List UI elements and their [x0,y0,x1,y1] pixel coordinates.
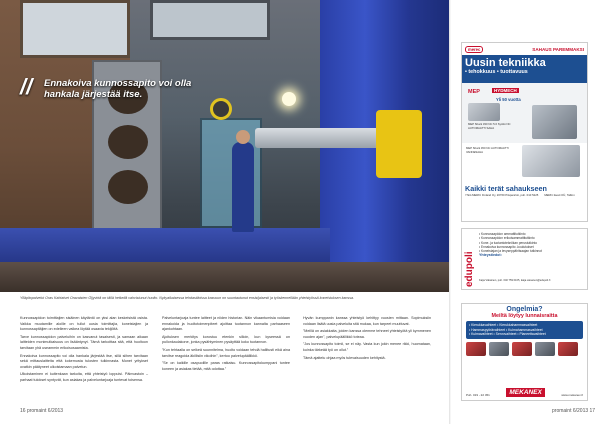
photo-floor [0,262,449,292]
ad-subline: • tehokkuus • tuottavuus [465,69,528,75]
ad-headline-band [462,55,587,83]
list-item: • Koneistajan ja levyseppähitsaajan tutkinnot [479,249,542,254]
page-gutter [449,0,451,424]
ad-header [462,43,587,55]
quote-mark-icon: // [20,74,33,99]
edupoli-contact-heading: Yhteystiedot: [479,253,502,258]
paragraph: "Se on kaikille osapuolille paras ratkaisu. Kunnossapitokumppani tuntee koneen ja asiakas tietää, mitä odottaa." [162,361,290,371]
ad-tagline: Kaikki terät sahaukseen [465,184,547,193]
gearbox-image [489,342,509,356]
gearbox-image [466,342,486,356]
list-item: • Kierukkavaihteet • Kierukkahammasvaihteet [469,323,538,327]
photo-cable-reel [210,98,232,120]
paragraph: Kunnossapidon toimittajien sisäinen käytäntö on yksi alan keskeisistä osista. Vaikka muutamille aloille on tullut uusia toimittajia, koneistajien ja kunnossapitäjien on edelleen vaikea löytää osaavia tekijöitä. [20,316,148,332]
photo-tower-hole [108,170,148,204]
ad-years: Yli 50 vuotta [496,97,521,102]
paragraph: Palveluntarjoaja tuntee laitteet ja niiden historian. Näin vikaantumisia voidaan ennakoida ja huoltotoimenpiteet ajoittaa tuotannon kannalta parhaaseen ajankohtaan. [162,316,290,332]
mekanex-phone: Puh. 019 - 22 451 [466,393,490,397]
list-item: • Kone- ja tuotantotekniikan perustutkinto [479,240,537,245]
mekanex-product-list [466,321,583,339]
paragraph: "Kun tehtaalla on selkeä suunnitelma, huolto voidaan tehdä hallitusti eikä aina tarvitse reagoida äkillisiin vikoihin", kertoo palvelupäällikkö. [162,347,290,358]
ad-details: MEP Shark 450 NC AUTOMAATTI VANNESAHA [466,146,509,154]
photo-worker-head [236,130,250,144]
paragraph: Ajoituksen merkitys korostuu etenkin silloin, kun kyseessä on pullonkaulakone, jonka pysähtyminen pysäyttää koko tuotannon. [162,334,290,345]
mekanex-subtitle: Meiltä löytyy lunnaisraitta [491,313,558,319]
edupoli-contact: Kaija Väisänen, puh. 040 759 0165, kaija.vaisanen@edupoli.fi [479,279,551,282]
photo-worker [232,142,254,232]
ad-sahaus[interactable] [461,42,588,222]
edupoli-logo-text: edupoli [464,251,475,287]
photo-yellow-head [376,110,422,178]
list-item: • Ennakoiva kunnossapito -koulutukset [479,244,534,249]
ad-mekanex[interactable] [461,303,588,401]
list-item: • Kunnossapidon erikoisammattitutkinto [479,236,535,241]
gearbox-images [466,342,583,356]
gearbox-image [512,342,532,356]
mekanex-logo: MEKANEX [506,388,545,397]
mekanex-web-link[interactable]: www.mekanex.fi [561,393,583,397]
paragraph: Hyvän kumppanin kanssa yhteistyö kehittyy vuosien mittaan. Sopimuksiin voidaan lisätä uusia palveluita sitä mukaa, kun tarpeet muuttuvat. [303,316,431,326]
paragraph: Ulkoistaminen ei kuitenkaan tarkoita, että yhteistyö loppuisi. Päinvastoin – parhaat tulokset syntyvät, kun asiakas ja palveluntarjoaja tuntevat toisensa. [20,372,148,382]
photo-caption: Ylläpitopalvelut Oras Kahtaiset Oravaisten Öljyvirtä on tällä hetkellä vahvistunut huolto. Nykyaikaisessa tehdastiloissa kasvuun on suuntautunut ensisijaisesti ja työskennellään yhteistyössä koneistuksen kanssa. [20,296,355,300]
paragraph: "Jos kunnossapito toimii, se ei näy. Vasta kun jokin menee rikki, huomataan, kuinka tärkeää työ on ollut." [303,342,431,352]
ad-contact-left: Yhtiö MERIC Finland Oy, 20760 Piispanristi, puh. 010 5225 [465,193,539,197]
ad-edupoli[interactable] [461,228,588,290]
photo-tower-hole [108,125,148,159]
saw-machine-image [532,105,577,139]
gearbox-image [558,342,578,356]
ad-contact-right: MERIC Eesti OÜ, Tallinn [544,193,575,197]
page-folio-left: 16 promaint 6/2013 [20,408,64,414]
pull-quote-text: Ennakoiva kunnossapito voi olla hankala järjestää itse. [44,78,192,100]
band-saw-image [522,145,580,177]
gearbox-image [535,342,555,356]
ad-product-area [462,143,587,183]
ad-slogan: SAHAUS PAREMMAKSI [532,46,584,52]
mep-logo: MEP [468,89,480,95]
photo-window [20,0,130,58]
edupoli-logo [464,231,476,289]
merec-logo: merec [465,46,483,53]
paragraph: Tämä ajattelu ohjaa myös tulevaisuuden kehitystä. [303,355,386,360]
list-item: • Kunnossapidon ammattitutkinto [479,232,526,236]
photo-spindle-arm [255,128,380,148]
list-item: • Kulmavaihteet • Servovaihteet • Planeettavaihteet [469,332,546,337]
ad-product-area [462,83,587,143]
paragraph: Tarve kunnossapidon palveluihin on kasvanut tasaisesti, ja samaan aikaan laitteiden monimutkaisuus on lisääntynyt. Tämä tarkoittaa sitä, että huoltoon tarvitaan yhä useammin erikoisosaamista. [20,334,148,350]
mekanex-footer [466,388,583,397]
article-column-3 [303,316,431,363]
page-folio-right: promaint 6/2013 17 [552,408,596,414]
ad-contact [462,194,587,198]
pull-quote [20,74,202,100]
saw-machine-image [468,103,500,121]
mekanex-title: Ongelmia? [506,306,543,313]
photo-work-light [282,92,296,106]
ad-headline: Uusin tekniikka [465,57,546,69]
article-column-1 [20,316,148,386]
list-item: • Hammaspyörävaihteet • Kulmahammasvaihteet [469,327,543,332]
photo-window [150,0,270,40]
edupoli-course-list [479,232,585,258]
article-column-2 [162,316,290,374]
hydmech-logo: HYDMECH [494,88,517,93]
paragraph: "Meillä on asiakkaita, joiden kanssa olemme tehneet yhteistyötä yli kymmenen vuoden ajan", palvelupäällikkö toteaa. [303,329,431,339]
ad-details: MEP Shark 330 NC 5.0 Syöttö NC AUTOMAATTI SAHA [468,122,511,130]
paragraph: Ennakoiva kunnossapito voi olla hankala järjestää itse, sillä siihen tarvitaan sekä mittauslaitteita että kokemusta tulosten tulkinnasta. Monet yritykset ovatkin päätyneet ulkoistamaan palvelun. [20,353,148,369]
